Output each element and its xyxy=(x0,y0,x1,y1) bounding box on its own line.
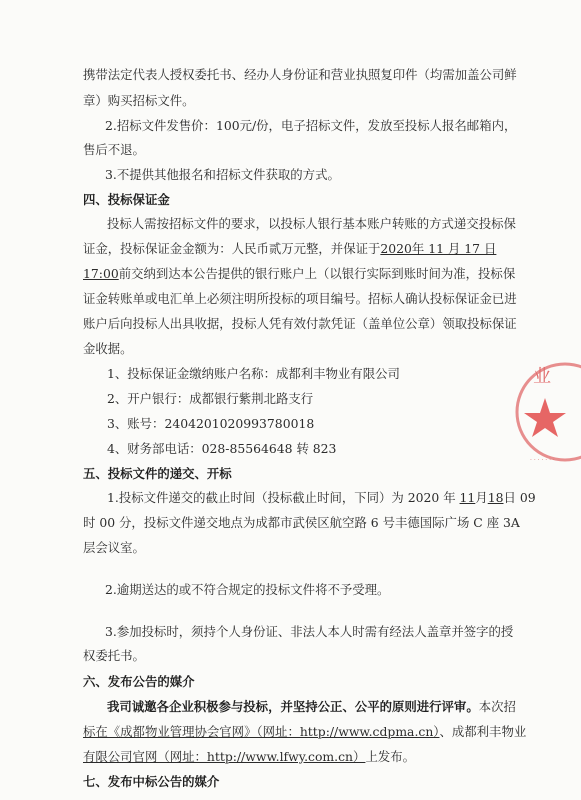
section-heading: 四、投标保证金 xyxy=(83,192,170,207)
text-line: 投标人需按招标文件的要求，以投标人银行基本账户转账的方式递交投标保 xyxy=(107,216,516,231)
text-segment: 月 xyxy=(475,490,488,505)
text-line: 证金转账单或电汇单上必须注明所投标的项目编号。招标人确认投标保证金已进 xyxy=(83,291,517,306)
text-line: 时 00 分，投标文件递交地点为成都市武侯区航空路 6 号丰德国际广场 C 座 3A xyxy=(83,515,520,530)
text-segment: 、成都利丰物业 xyxy=(439,724,527,739)
text-line xyxy=(83,724,526,740)
text-line: 章）购买招标文件。 xyxy=(83,93,195,108)
text-segment: 我司诚邀各企业积极参与投标，并坚持公正、公平的原则进行评审。 xyxy=(107,699,479,714)
text-line xyxy=(107,699,516,715)
text-line: 1、投标保证金缴纳账户名称：成都利丰物业有限公司 xyxy=(107,366,400,381)
text-line: 2、开户银行：成都银行紫荆北路支行 xyxy=(107,391,314,406)
section-heading: 六、发布公告的媒介 xyxy=(83,674,195,689)
text-segment: 本次招 xyxy=(478,699,516,714)
text-line: 层会议室。 xyxy=(83,540,145,555)
text-line: 权委托书。 xyxy=(83,648,145,663)
link-cdpma[interactable]: 标在《成都物业管理协会官网》（网址：http://www.cdpma.cn） xyxy=(83,724,440,739)
deadline-time: 17:00 xyxy=(83,266,119,281)
seal-lettering: 业 xyxy=(533,366,551,387)
section-heading: 七、发布中标公告的媒介 xyxy=(83,774,220,789)
text-line: 4、财务部电话：028-85564648 转 823 xyxy=(107,441,337,456)
text-line xyxy=(83,241,496,257)
section-heading: 五、投标文件的递交、开标 xyxy=(83,466,232,481)
company-seal xyxy=(505,350,581,475)
text-line: 2.招标文件发售价：100元/份，电子招标文件，发放至投标人报名邮箱内， xyxy=(105,118,517,133)
text-line: 3、账号：2404201020993780018 xyxy=(107,416,315,431)
text-line: 售后不退。 xyxy=(83,142,145,157)
text-line xyxy=(83,749,415,765)
text-line: 2.逾期送达的或不符合规定的投标文件将不予受理。 xyxy=(105,582,390,597)
text-line xyxy=(83,266,515,282)
text-segment: 上发布。 xyxy=(365,749,415,764)
text-line: 3.不提供其他报名和招标文件获取的方式。 xyxy=(105,167,340,182)
text-segment: 1.投标文件递交的截止时间（投标截止时间，下同）为 2020 年 xyxy=(107,490,460,505)
svg-text:· · · · · · ·: · · · · · · · xyxy=(530,457,555,464)
text-line xyxy=(107,490,536,506)
text-segment: 证金，投标保证金金额为：人民币贰万元整，并保证于 xyxy=(83,241,381,256)
text-segment: 前交纳到达本公告提供的银行账户上（以银行实际到账时间为准，投标保 xyxy=(118,266,516,281)
deadline-month: 11 xyxy=(459,490,476,505)
text-segment: 日 09 xyxy=(503,490,536,505)
text-line: 金收据。 xyxy=(83,341,133,356)
text-line: 账户后向投标人出具收据，投标人凭有效付款凭证（盖单位公章）领取投标保证 xyxy=(83,316,517,331)
text-line: 3.参加投标时，须持个人身份证、非法人本人时需有经法人盖章并签字的授 xyxy=(105,624,514,639)
deadline-date: 2020年 11 月 17 日 xyxy=(380,241,497,256)
text-line: 携带法定代表人授权委托书、经办人身份证和营业执照复印件（均需加盖公司鲜 xyxy=(83,67,517,82)
link-lfwy[interactable]: 有限公司官网（网址：http://www.lfwy.com.cn） xyxy=(83,749,366,764)
deadline-day: 18 xyxy=(487,490,504,505)
